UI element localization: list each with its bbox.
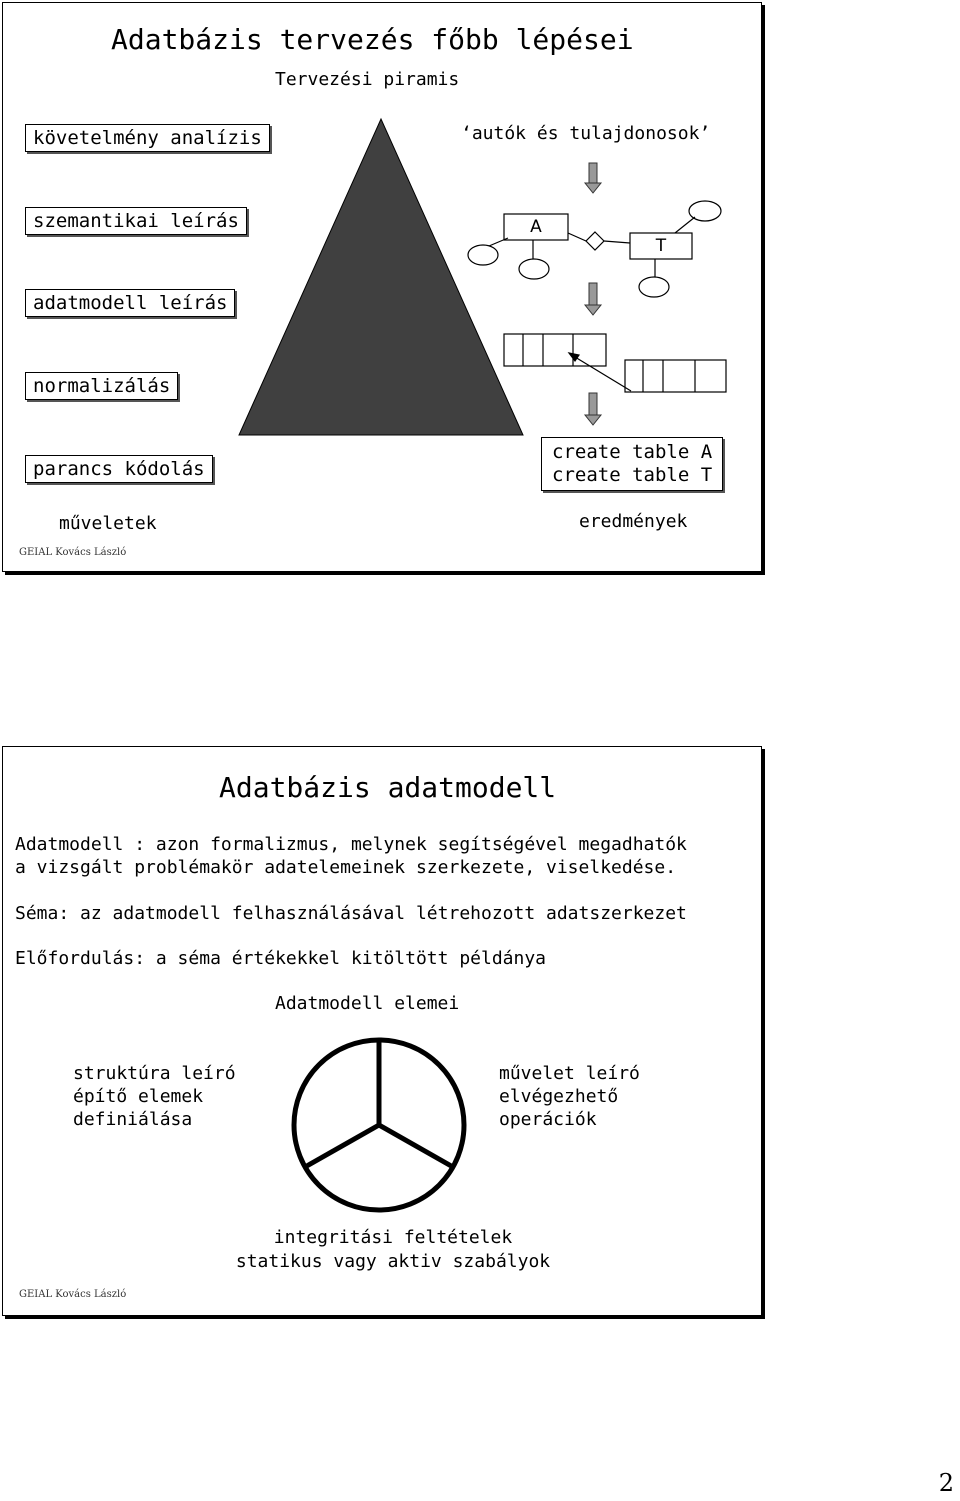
slide-data-model bbox=[2, 746, 762, 1316]
sql-line-1: create table A bbox=[552, 441, 713, 463]
pyramid-triangle bbox=[239, 119, 523, 435]
down-arrow-3 bbox=[585, 393, 601, 425]
down-arrow-1 bbox=[585, 163, 601, 193]
down-arrow-2 bbox=[585, 283, 601, 315]
right-caption: eredmények bbox=[579, 511, 688, 532]
definition-line-2: a vizsgált problémakör adatelemeinek szerkezete, viselkedése. bbox=[15, 857, 677, 878]
entity-a-label: A bbox=[530, 217, 542, 237]
definition-line-1: Adatmodell : azon formalizmus, melynek segítségével megadhatók bbox=[15, 834, 687, 855]
operation-description-block bbox=[499, 1062, 640, 1131]
sql-code-box bbox=[541, 437, 723, 491]
relation-table-1 bbox=[504, 334, 606, 366]
structure-line-1: struktúra leíró bbox=[73, 1063, 236, 1084]
attribute-ellipse bbox=[468, 245, 498, 265]
slide-title: Adatbázis adatmodell bbox=[219, 771, 557, 804]
slide-footer: GEIAL Kovács László bbox=[19, 1289, 127, 1300]
step-normalization: normalizálás bbox=[25, 372, 178, 400]
step-datamodel-description: adatmodell leírás bbox=[25, 289, 235, 317]
slide-title: Adatbázis tervezés főbb lépései bbox=[111, 23, 634, 56]
sql-line-2: create table T bbox=[552, 464, 713, 486]
step-command-coding: parancs kódolás bbox=[25, 455, 213, 483]
operation-line-2: elvégezhető bbox=[499, 1086, 619, 1107]
structure-line-3: definiálása bbox=[73, 1109, 193, 1130]
slide-footer: GEIAL Kovács László bbox=[19, 547, 127, 558]
elements-title: Adatmodell elemei bbox=[275, 993, 460, 1014]
slide-subtitle: Tervezési piramis bbox=[275, 69, 460, 90]
operation-line-3: operációk bbox=[499, 1109, 597, 1130]
structure-line-2: építő elemek bbox=[73, 1086, 204, 1107]
slide-design-pyramid bbox=[2, 2, 762, 572]
attribute-ellipse bbox=[519, 259, 549, 279]
schema-definition: Séma: az adatmodell felhasználásával létrehozott adatszerkezet bbox=[15, 903, 687, 924]
attribute-ellipse bbox=[639, 277, 669, 297]
integrity-line-2: statikus vagy aktiv szabályok bbox=[235, 1251, 551, 1272]
step-requirements-analysis: követelmény analízis bbox=[25, 124, 270, 152]
instance-definition: Előfordulás: a séma értékekkel kitöltött példánya bbox=[15, 948, 547, 969]
integrity-line-1: integritási feltételek bbox=[273, 1227, 513, 1248]
page-number: 2 bbox=[938, 1469, 954, 1497]
example-topic: ‘autók és tulajdonosok’ bbox=[461, 123, 711, 144]
integrity-block bbox=[123, 1226, 663, 1274]
left-caption: műveletek bbox=[59, 513, 157, 534]
structure-description-block bbox=[73, 1062, 236, 1131]
relationship-diamond bbox=[586, 232, 604, 250]
relation-table-2 bbox=[625, 360, 726, 392]
operation-line-1: művelet leíró bbox=[499, 1063, 640, 1084]
step-semantic-description: szemantikai leírás bbox=[25, 207, 247, 235]
entity-t-label: T bbox=[655, 236, 667, 256]
